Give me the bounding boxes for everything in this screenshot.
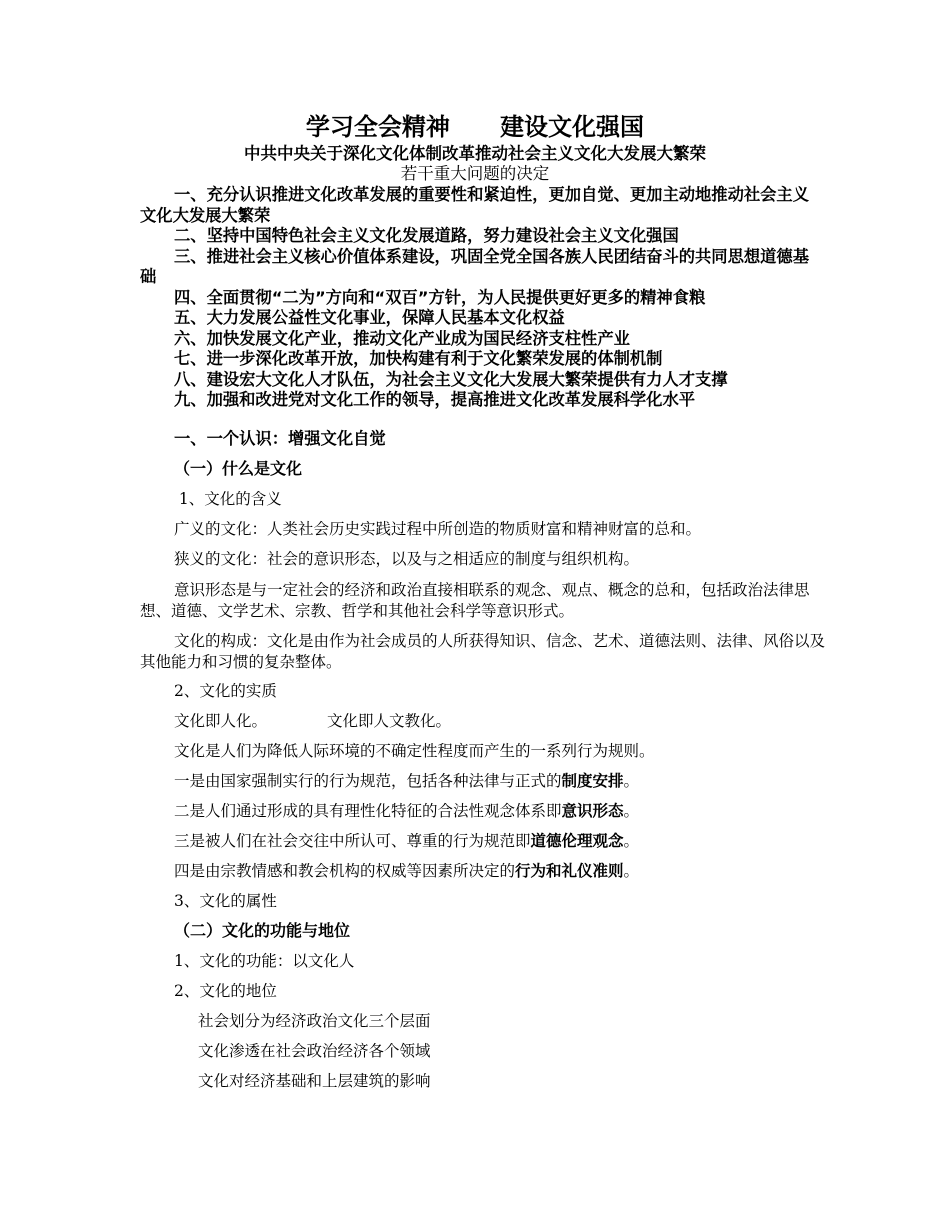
outline-item-6: 六、加快发展文化产业，推动文化产业成为国民经济支柱性产业 xyxy=(174,328,630,348)
item-heading: 2、文化的地位 xyxy=(174,982,277,1000)
rule-text: 三是被人们在社会交往中所认可、尊重的行为规范即 xyxy=(174,832,531,850)
paragraph: 狭义的文化：社会的意识形态，以及与之相适应的制度与组织机构。 xyxy=(174,550,640,568)
paragraph: 广义的文化：人类社会历史实践过程中所创造的物质财富和精神财富的总和。 xyxy=(174,520,702,538)
item-heading: 2、文化的实质 xyxy=(174,682,277,700)
outline-item-2: 二、坚持中国特色社会主义文化发展道路，努力建设社会主义文化强国 xyxy=(174,226,679,245)
document-title xyxy=(0,112,950,142)
title-right: 建设文化强国 xyxy=(500,113,645,141)
outline-list xyxy=(140,185,820,411)
outline-item-3: 三、推进社会主义核心价值体系建设，巩固全党全国各族人民团结奋斗的共同思想道德基础 xyxy=(140,246,809,286)
outline-item-9: 九、加强和改进党对文化工作的领导，提高推进文化改革发展科学化水平 xyxy=(174,390,696,409)
paragraph: 文化是人们为降低人际环境的不确定性程度而产生的一系列行为规则。 xyxy=(174,742,655,760)
rule-period: 。 xyxy=(623,802,640,820)
rule-emphasis: 制度安排 xyxy=(561,772,624,790)
rule-emphasis: 道德伦理观念 xyxy=(530,832,624,850)
paragraph xyxy=(140,706,830,736)
outline-item-8: 八、建设宏大文化人才队伍，为社会主义文化大发展大繁荣提供有力人才支撑 xyxy=(174,369,728,389)
essence-a: 文化即人化。 xyxy=(174,712,268,730)
rule-item xyxy=(140,856,830,886)
rule-text: 二是人们通过形成的具有理性化特征的合法性观念体系即 xyxy=(174,802,562,820)
rule-item xyxy=(140,826,830,856)
section-heading: 一、一个认识：增强文化自觉 xyxy=(174,429,386,448)
item-heading: 3、文化的属性 xyxy=(174,892,277,910)
document-body xyxy=(140,424,830,1096)
rule-text: 一是由国家强制实行的行为规范，包括各种法律与正式的 xyxy=(174,772,562,790)
rule-period: 。 xyxy=(623,772,640,790)
list-item: 文化渗透在社会政治经济各个领域 xyxy=(198,1042,431,1060)
outline-item-7: 七、进一步深化改革开放，加快构建有利于文化繁荣发展的体制机制 xyxy=(174,349,663,368)
rule-text: 四是由宗教情感和教会机构的权威等因素所决定的 xyxy=(174,862,516,880)
rule-period: 。 xyxy=(623,832,640,850)
subsection-heading: （一）什么是文化 xyxy=(174,459,303,478)
rule-item xyxy=(140,766,830,796)
essence-b: 文化即人文教化。 xyxy=(327,712,452,730)
outline-item-4: 四、全面贯彻“二为”方向和“双百”方针，为人民提供更好更多的精神食粮 xyxy=(174,287,706,307)
list-item: 文化对经济基础和上层建筑的影响 xyxy=(198,1072,431,1090)
paragraph: 文化的构成：文化是由作为社会成员的人所获得知识、信念、艺术、道德法则、法律、风俗以及其他能力和习惯的复杂整体。 xyxy=(140,632,826,671)
paragraph: 意识形态是与一定社会的经济和政治直接相联系的观念、观点、概念的总和，包括政治法律思想、道德、文学艺术、宗教、哲学和其他社会科学等意识形式。 xyxy=(140,581,810,620)
item-heading: 1、文化的含义 xyxy=(174,490,282,508)
rule-item xyxy=(140,796,830,826)
list-item: 社会划分为经济政治文化三个层面 xyxy=(198,1012,431,1030)
rule-period: 。 xyxy=(623,862,640,880)
title-left: 学习全会精神 xyxy=(305,113,450,141)
outline-item-5: 五、大力发展公益性文化事业，保障人民基本文化权益 xyxy=(174,308,565,327)
document-subtitle: 中共中央关于深化文化体制改革推动社会主义文化大发展大繁荣 xyxy=(244,144,706,163)
item-heading: 1、文化的功能：以文化人 xyxy=(174,952,355,970)
subsection-heading: （二）文化的功能与地位 xyxy=(174,921,351,940)
rule-emphasis: 行为和礼仪准则 xyxy=(515,862,624,880)
outline-item-1: 一、充分认识推进文化改革发展的重要性和紧迫性，更加自觉、更加主动地推动社会主义文化大发展大繁荣 xyxy=(140,185,809,225)
rule-emphasis: 意识形态 xyxy=(561,802,624,820)
document-subtitle-2: 若干重大问题的决定 xyxy=(400,164,550,183)
